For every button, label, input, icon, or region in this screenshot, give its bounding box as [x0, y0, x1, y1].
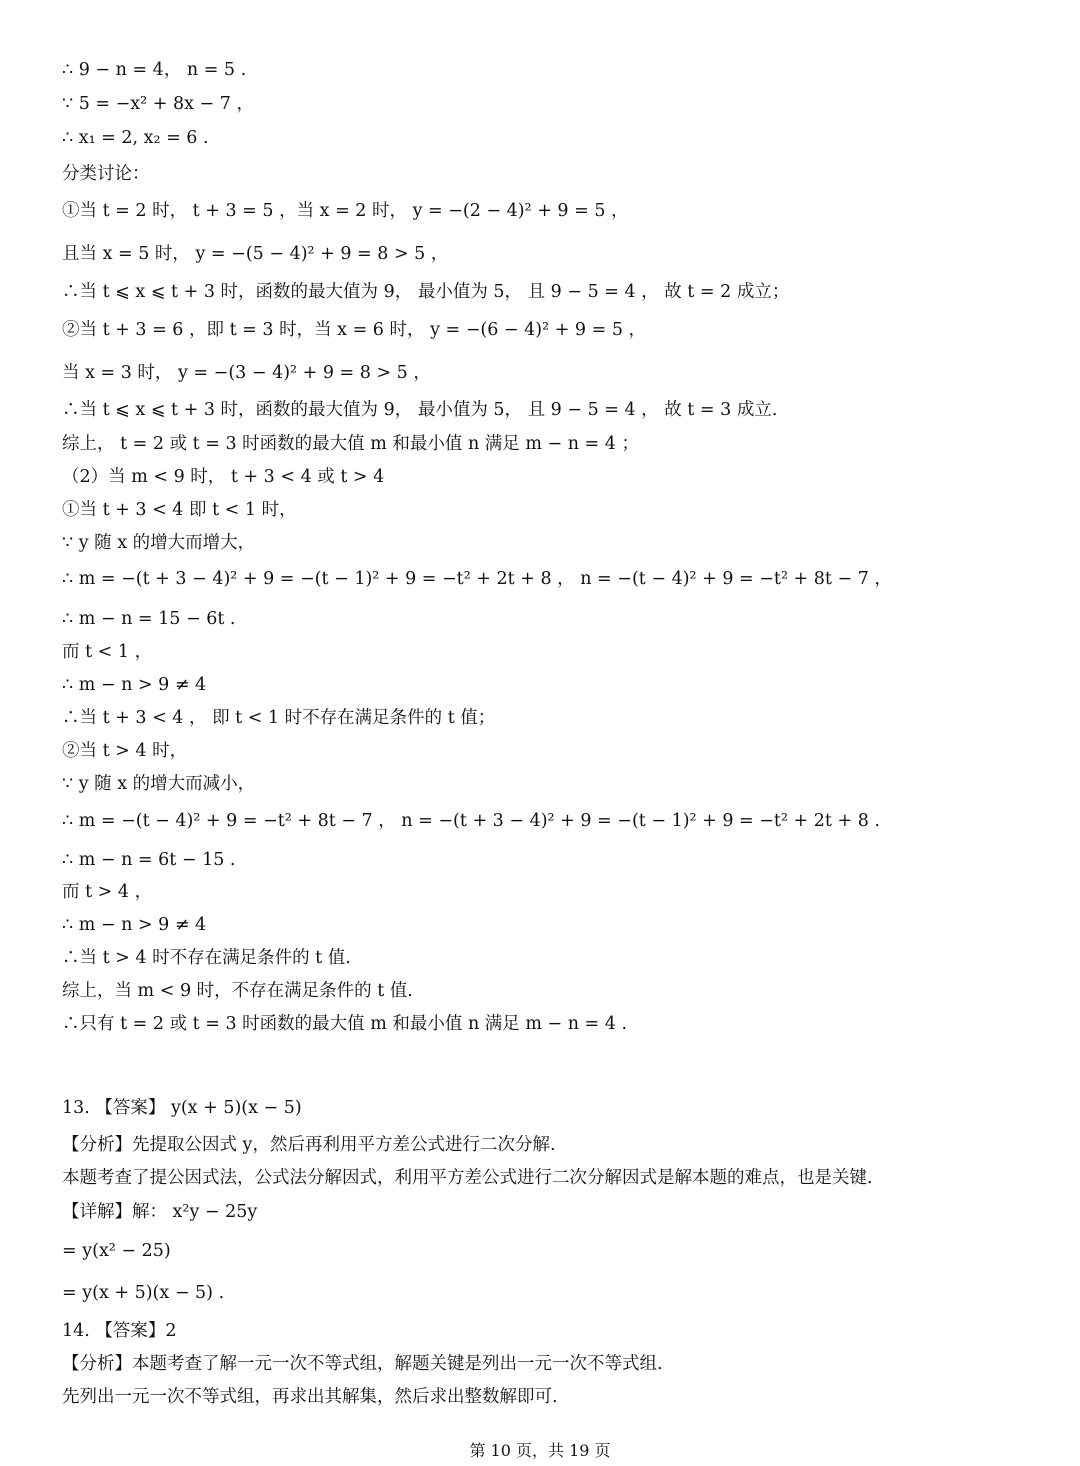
- text-line: 【分析】先提取公因式 y，然后再利用平方差公式进行二次分解.: [62, 1135, 556, 1155]
- text-line: 当 x = 3 时， y = −(3 − 4)² + 9 = 8 > 5 ，: [62, 363, 431, 383]
- text-line: ∴ m = −(t + 3 − 4)² + 9 = −(t − 1)² + 9 = −t² + 2t + 8 ， n = −(t − 4)² + 9 = −t² + 8t − 7 ，: [62, 569, 892, 589]
- text-line: ∴ m = −(t − 4)² + 9 = −t² + 8t − 7 ， n = −(t + 3 − 4)² + 9 = −(t − 1)² + 9 = −t² + 2t + 8 .: [62, 811, 880, 831]
- text-line: ∴当 t > 4 时不存在满足条件的 t 值.: [62, 948, 351, 968]
- text-line: ∵ y 随 x 的增大而减小，: [62, 774, 256, 794]
- text-line: ∴ m − n = 6t − 15 .: [62, 850, 236, 870]
- text-line: ∴ m − n = 15 − 6t .: [62, 609, 236, 629]
- text-line: 分类讨论：: [62, 164, 150, 184]
- text-line: 【分析】本题考查了解一元一次不等式组，解题关键是列出一元一次不等式组.: [62, 1354, 663, 1374]
- page-number-footer: 第 10 页，共 19 页: [469, 1441, 611, 1460]
- text-line: 本题考查了提公因式法，公式法分解因式，利用平方差公式进行二次分解因式是解本题的难点，也是关键.: [62, 1168, 873, 1188]
- text-line: = y(x + 5)(x − 5) .: [62, 1283, 225, 1303]
- text-line: ∴ m − n > 9 ≠ 4: [62, 675, 207, 695]
- text-line: 【详解】解： x²y − 25y: [62, 1202, 258, 1222]
- text-line: ②当 t > 4 时，: [62, 741, 188, 761]
- text-line: 且当 x = 5 时， y = −(5 − 4)² + 9 = 8 > 5 ，: [62, 244, 449, 264]
- text-line: ②当 t + 3 = 6 ，即 t = 3 时，当 x = 6 时， y = −(6 − 4)² + 9 = 5 ，: [62, 320, 647, 340]
- answer-heading: 13. 【答案】 y(x + 5)(x − 5): [62, 1098, 302, 1118]
- text-line: ∵ 5 = −x² + 8x − 7 ，: [62, 94, 254, 114]
- text-line: ∴当 t ⩽ x ⩽ t + 3 时，函数的最大值为 9， 最小值为 5， 且 9 − 5 = 4 ， 故 t = 3 成立.: [62, 400, 778, 420]
- text-line: ∴ m − n > 9 ≠ 4: [62, 915, 207, 935]
- text-line: ∴ x₁ = 2, x₂ = 6 .: [62, 128, 209, 148]
- text-line: （2）当 m < 9 时， t + 3 < 4 或 t > 4: [62, 467, 385, 487]
- text-line: ①当 t = 2 时， t + 3 = 5 ，当 x = 2 时， y = −(2 − 4)² + 9 = 5 ，: [62, 201, 629, 221]
- text-line: 而 t > 4 ，: [62, 882, 153, 902]
- text-line: ①当 t + 3 < 4 即 t < 1 时，: [62, 500, 297, 520]
- text-line: 先列出一元一次不等式组，再求出其解集，然后求出整数解即可.: [62, 1387, 558, 1407]
- text-line: 而 t < 1 ，: [62, 642, 153, 662]
- answer-heading: 14. 【答案】2: [62, 1321, 177, 1341]
- text-line: = y(x² − 25): [62, 1241, 171, 1261]
- text-line: 综上， t = 2 或 t = 3 时函数的最大值 m 和最小值 n 满足 m − n = 4 ；: [62, 434, 639, 454]
- text-line: ∴ 9 − n = 4， n = 5 .: [62, 60, 247, 80]
- text-line: ∴当 t ⩽ x ⩽ t + 3 时，函数的最大值为 9， 最小值为 5， 且 9 − 5 = 4 ， 故 t = 2 成立；: [62, 282, 790, 302]
- text-line: ∴当 t + 3 < 4 ， 即 t < 1 时不存在满足条件的 t 值；: [62, 708, 496, 728]
- text-line: ∵ y 随 x 的增大而增大，: [62, 533, 256, 553]
- text-line: ∴只有 t = 2 或 t = 3 时函数的最大值 m 和最小值 n 满足 m − n = 4 .: [62, 1014, 628, 1034]
- text-line: 综上，当 m < 9 时，不存在满足条件的 t 值.: [62, 981, 413, 1001]
